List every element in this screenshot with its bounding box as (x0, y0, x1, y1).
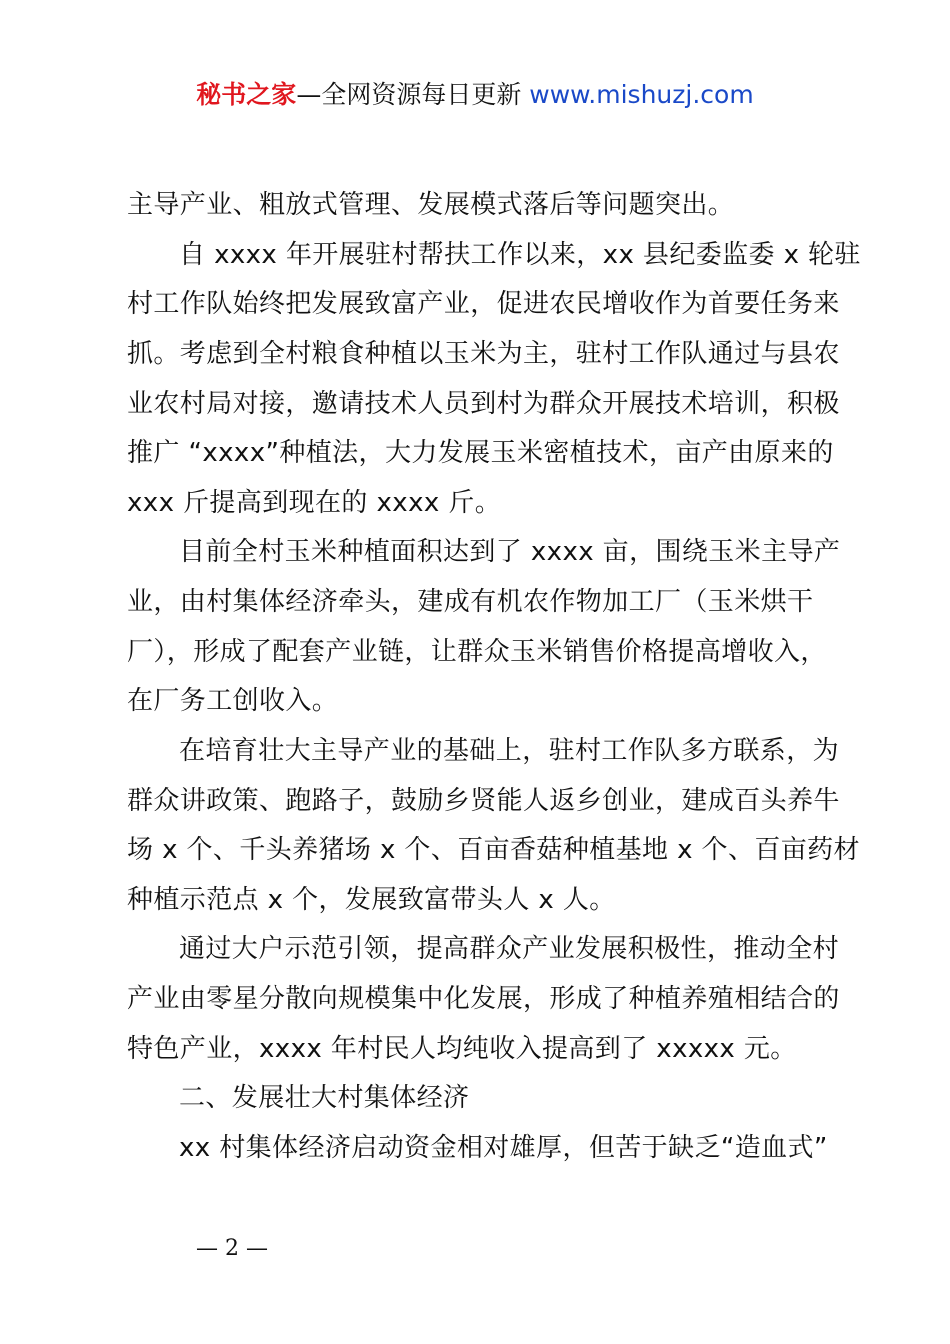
text-line: 群众讲政策、跑路子，鼓励乡贤能人返乡创业，建成百头养牛 (127, 786, 840, 816)
text-line: 产业由零星分散向规模集中化发展，形成了种植养殖相结合的 (127, 984, 840, 1014)
section-heading: 二、发展壮大村集体经济 (179, 1083, 470, 1113)
text-line: 主导产业、粗放式管理、发展模式落后等问题突出。 (127, 190, 735, 220)
site-url: www.mishuzj.com (529, 80, 754, 109)
text-line: 业农村局对接，邀请技术人员到村为群众开展技术培训，积极 (127, 389, 840, 419)
text-line: 在厂务工创收入。 (127, 686, 339, 716)
text-line: 厂），形成了配套产业链，让群众玉米销售价格提高增收入， (127, 637, 827, 667)
text-line: 抓。考虑到全村粮食种植以玉米为主，驻村工作队通过与县农 (127, 339, 840, 369)
text-line: xxx 斤提高到现在的 xxxx 斤。 (127, 488, 502, 518)
text-line: 业，由村集体经济牵头，建成有机农作物加工厂（玉米烘干 (127, 587, 814, 617)
header-tagline: —全网资源每日更新 (296, 80, 530, 109)
text-line: 特色产业，xxxx 年村民人均纯收入提高到了 xxxxx 元。 (127, 1034, 797, 1064)
text-line: 村工作队始终把发展致富产业，促进农民增收作为首要任务来 (127, 289, 840, 319)
site-header (0, 78, 950, 112)
text-line: 种植示范点 x 个，发展致富带头人 x 人。 (127, 885, 616, 915)
text-line: 场 x 个、千头养猪场 x 个、百亩香菇种植基地 x 个、百亩药材 (127, 835, 860, 865)
paragraph-start-line: 在培育壮大主导产业的基础上，驻村工作队多方联系，为 (179, 736, 840, 766)
brand-name: 秘书之家 (196, 80, 297, 109)
page-number: — 2 — (196, 1236, 268, 1261)
paragraph-start-line: 目前全村玉米种植面积达到了 xxxx 亩，围绕玉米主导产 (179, 537, 841, 567)
paragraph-start-line: 自 xxxx 年开展驻村帮扶工作以来，xx 县纪委监委 x 轮驻 (179, 240, 861, 270)
text-line: 推广 “xxxx”种植法，大力发展玉米密植技术，亩产由原来的 (127, 438, 834, 468)
paragraph-start-line: 通过大户示范引领，提高群众产业发展积极性，推动全村 (179, 934, 840, 964)
paragraph-start-line: xx 村集体经济启动资金相对雄厚，但苦于缺乏“造血式” (179, 1133, 828, 1163)
